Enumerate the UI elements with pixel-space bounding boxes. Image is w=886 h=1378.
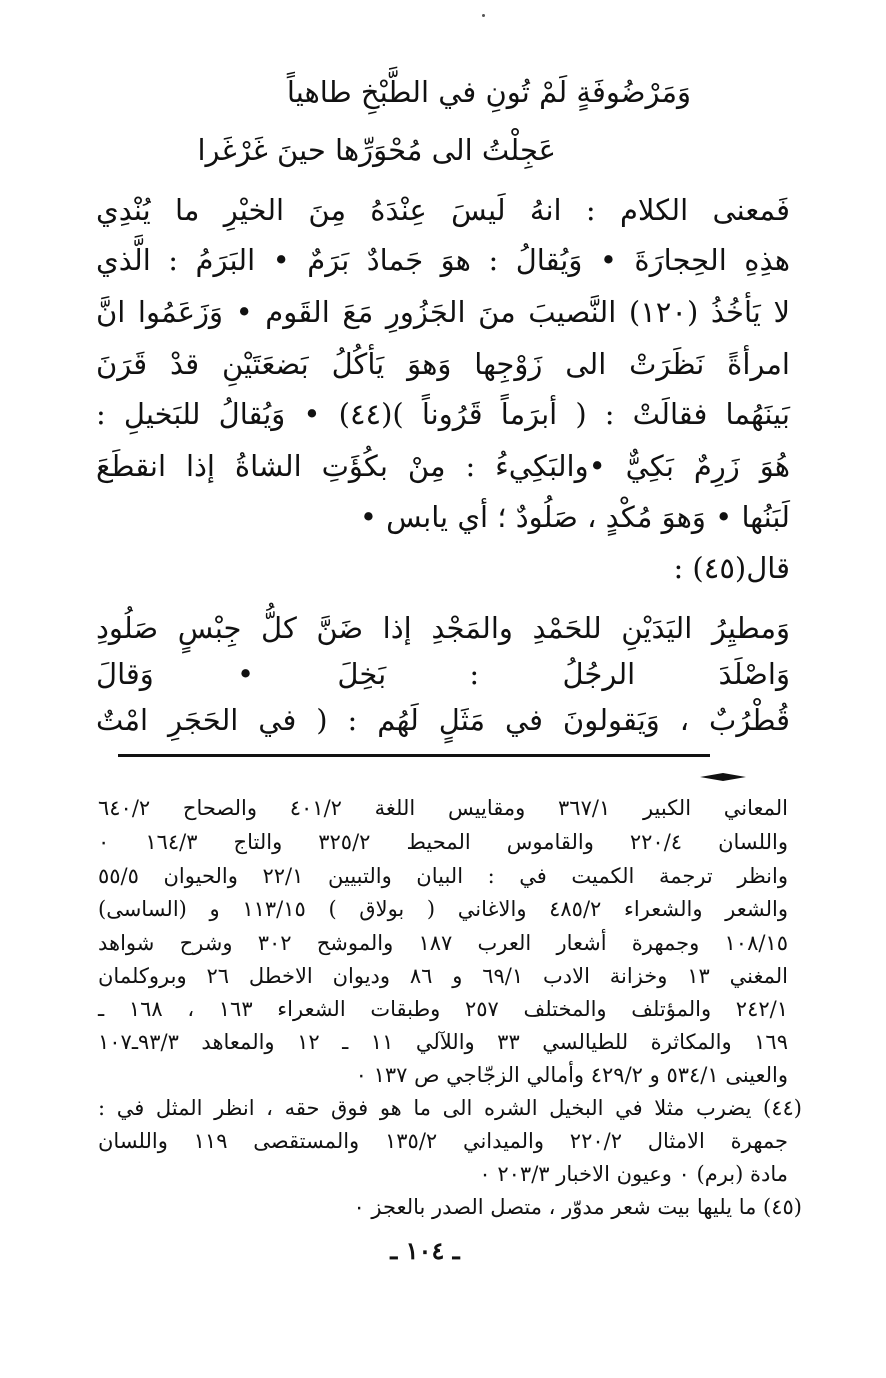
footnote-44-line: جمهرة الامثال ٢٢٠/٢ والميداني ١٣٥/٢ والمستقصى ١١٩ واللسان <box>98 1129 788 1153</box>
text-line: هُوَ زَرِمٌ بَكِيٌّ •والبَكِيءُ : مِنْ بكُؤَتِ الشاةُ إذا انقطَعَ <box>96 449 790 483</box>
qala-label: قال(٤٥) : <box>673 551 790 585</box>
verse-line-1: وَمَرْضُوفَةٍ لَمْ تُونِ في الطَّبْخِ طاهياً <box>286 75 691 109</box>
text-line: فَمعنى الكلام : انهُ لَيسَ عِنْدَهُ مِنَ الخيْرِ ما يُنْدِي <box>96 193 790 227</box>
text-line: امرأةً نَظَرَتْ الى زَوْجِها وَهوَ يَأكُلُ بَضعَتَيْنِ قدْ قَرَنَ <box>96 347 790 381</box>
text-line: بَينَهُما فقالَتْ : ( أبرَماً قَرُوناً )(٤٤) • وَيُقالُ للبَخيلِ : <box>96 397 790 431</box>
text-line: لا يَأخُذُ (١٢٠) النَّصيبَ منَ الجَزُورِ مَعَ القَوم • وَزَعَمُوا انَّ <box>96 295 790 329</box>
footnote-separator <box>118 754 710 757</box>
footnote-line: المغني ١٣ وخزانة الادب ٦٩/١ و ٨٦ وديوان الاخطل ٢٦ وبروكلمان <box>98 964 788 988</box>
verse-line-3: وَمطيِرُ اليَدَيْنِ للحَمْدِ والمَجْدِ إذا ضَنَّ كلُّ جِبْسٍ صَلُودِ <box>96 611 790 645</box>
page-number: ـ ١٠٤ ـ <box>390 1236 460 1265</box>
footnote-line: ١٠٨/١٥ وجمهرة أشعار العرب ١٨٧ والموشح ٣٠٢ وشرح شواهد <box>98 931 788 955</box>
text-line: لَبَنُها • وَهوَ مُكْدٍ ، صَلُودٌ ؛ أي يابس • <box>359 500 790 534</box>
footnote-line: ١٦٩ والمكاثرة للطيالسي ٣٣ واللآلي ١١ ـ ١٢ والمعاهد ٩٣/٣ـ١٠٧ <box>98 1030 788 1054</box>
separator-ornament-icon <box>700 773 746 781</box>
footnote-line: والشعر والشعراء ٤٨٥/٢ والاغاني ( بولاق ) ١١٣/١٥ و (الساسى) <box>98 897 789 921</box>
footnote-line: ٢٤٢/١ والمؤتلف والمختلف ٢٥٧ وطبقات الشعراء ١٦٣ ، ١٦٨ ـ <box>98 997 788 1021</box>
scan-speck <box>482 14 485 17</box>
footnote-line: المعاني الكبير ٣٦٧/١ ومقاييس اللغة ٤٠١/٢ والصحاح ٦٤٠/٢ <box>98 796 789 820</box>
text-line: وَاصْلَدَ الرجُلُ : بَخِلَ • وَقالَ <box>96 657 790 691</box>
footnote-45: (٤٥) ما يليها بيت شعر مدوّر ، متصل الصدر بالعجز ٠ <box>353 1195 802 1219</box>
footnote-line: واللسان ٢٢٠/٤ والقاموس المحيط ٣٢٥/٢ والتاج ١٦٤/٣ ٠ <box>98 830 788 854</box>
text-line: قُطْرُبٌ ، وَيَقولونَ في مَثَلٍ لَهُم : ( في الحَجَرِ امْتٌ <box>96 703 790 737</box>
footnote-44: (٤٤) يضرب مثلا في البخيل الشره الى ما هو فوق حقه ، انظر المثل في : <box>98 1096 802 1120</box>
footnote-44-line: مادة (برم) ٠ وعيون الاخبار ٢٠٣/٣ ٠ <box>479 1162 788 1186</box>
text-line: هذِهِ الحِجارَةَ • وَيُقالُ : هوَ جَمادٌ بَرَمٌ • البَرَمُ : الَّذي <box>96 243 790 277</box>
footnote-line: وانظر ترجمة الكميت في : البيان والتبيين ٢٢/١ والحيوان ٥٥/٥ <box>98 864 788 888</box>
footnote-line: والعينى ٥٣٤/١ و ٤٢٩/٢ وأمالي الزجّاجي ص ١٣٧ ٠ <box>355 1063 788 1087</box>
verse-line-2: عَجِلْتُ الى مُحْوَرِّها حينَ غَرْغَرا <box>197 133 556 167</box>
